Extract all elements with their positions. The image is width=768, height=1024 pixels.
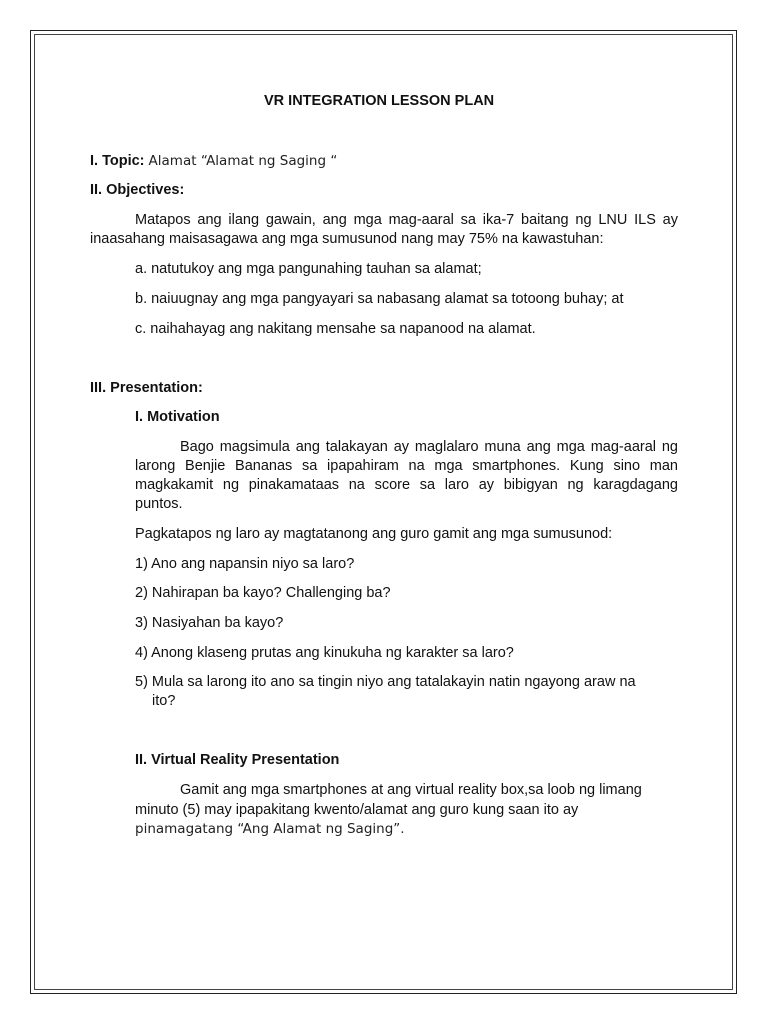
questions-intro: Pagkatapos ng laro ay magtatanong ang guro gamit ang mga sumusunod: [135, 526, 613, 542]
objective-item: a. natutukoy ang mga pangunahing tauhan sa alamat; [135, 261, 482, 277]
motivation-para-line: larong Benjie Bananas sa ipapahiram na mga smartphones. Kung sino man [135, 458, 678, 474]
vr-para-line: Gamit ang mga smartphones at ang virtual reality box,sa loob ng limang [180, 782, 642, 798]
vr-para-line: minuto (5) may ipapakitang kwento/alamat ang guro kung saan ito ay [135, 802, 579, 818]
motivation-para-line: Bago magsimula ang talakayan ay maglalaro muna ang mga mag-aaral ng [180, 439, 678, 455]
question-item: 1) Ano ang napansin niyo sa laro? [135, 556, 355, 572]
topic-label: I. Topic: [90, 153, 145, 169]
question-item: 5) Mula sa larong ito ano sa tingin niyo ang tatalakayin natin ngayong araw na [135, 674, 636, 690]
motivation-para-line: magkakamit ng pinakamataas na score sa laro ay bibigyan ng karagdagang [135, 477, 678, 493]
objective-item: c. naihahayag ang nakitang mensahe sa napanood na alamat. [135, 321, 536, 337]
motivation-para-line: puntos. [135, 496, 183, 512]
objectives-heading: II. Objectives: [90, 182, 185, 198]
objectives-intro-line2: inaasahang maisasagawa ang mga sumusunod nang may 75% na kawastuhan: [90, 231, 604, 247]
question-item: 3) Nasiyahan ba kayo? [135, 615, 284, 631]
presentation-heading: III. Presentation: [90, 380, 203, 396]
topic-line [90, 152, 337, 171]
vr-para-line: pinamagatang “Ang Alamat ng Saging”. [135, 821, 405, 837]
question-item-continuation: ito? [152, 693, 176, 709]
motivation-heading: I. Motivation [135, 409, 220, 425]
vr-presentation-heading: II. Virtual Reality Presentation [135, 752, 340, 768]
objectives-intro-line1: Matapos ang ilang gawain, ang mga mag-aaral sa ika-7 baitang ng LNU ILS ay [135, 212, 678, 228]
question-item: 2) Nahirapan ba kayo? Challenging ba? [135, 585, 391, 601]
topic-value: Alamat “Alamat ng Saging “ [148, 153, 338, 169]
document-title: VR INTEGRATION LESSON PLAN [264, 93, 495, 109]
objective-item: b. naiuugnay ang mga pangyayari sa nabasang alamat sa totoong buhay; at [135, 291, 624, 307]
question-item: 4) Anong klaseng prutas ang kinukuha ng karakter sa laro? [135, 645, 514, 661]
